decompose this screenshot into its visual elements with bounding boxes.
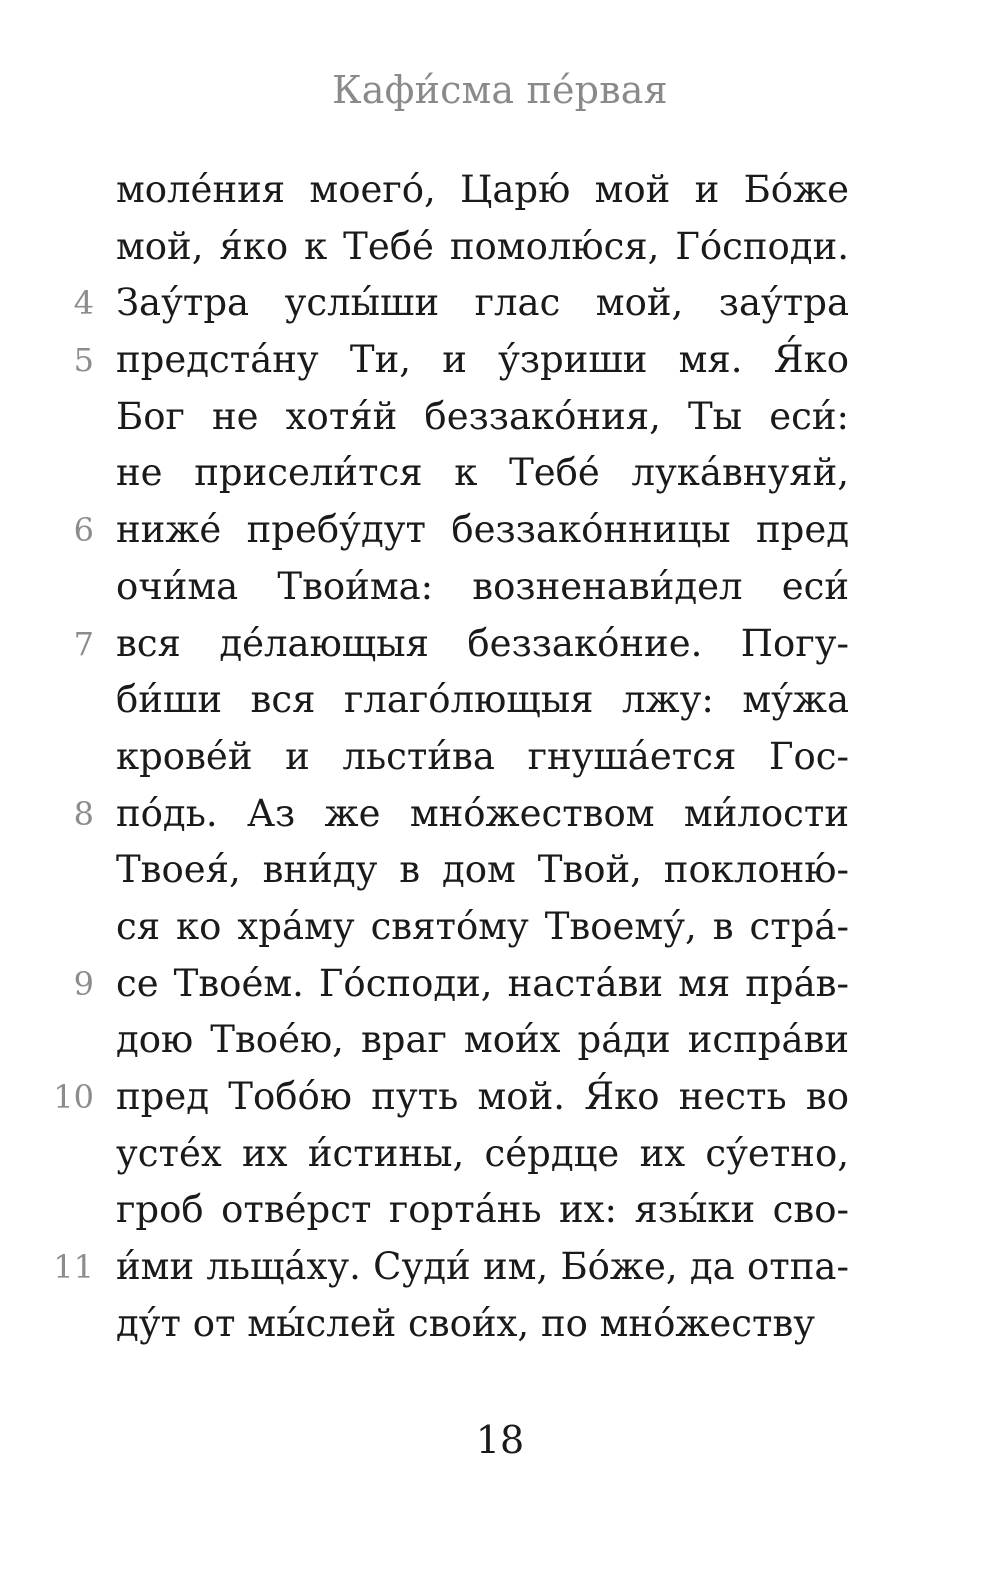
verse-number: 11 [53, 1248, 94, 1287]
text-line [40, 1182, 860, 1239]
line-text: моле́ния моего́, Царю́ мой и Бо́же [116, 168, 849, 211]
text-line [40, 842, 860, 899]
line-text: ду́т от мы́слей свои́х, по мно́жеству [116, 1301, 816, 1345]
verse-number: 5 [73, 341, 94, 380]
line-text: Бог не хотя́й беззако́ния, Ты еси́: [116, 394, 849, 438]
text-line [40, 786, 860, 843]
text-line [40, 275, 860, 332]
verse-number: 4 [73, 284, 94, 323]
line-text: усте́х их и́стины, се́рдце их су́етно, [116, 1131, 849, 1175]
verse-number: 10 [53, 1078, 94, 1116]
line-text: пред Тобо́ю путь мой. Я́ко несть во [116, 1075, 849, 1118]
text-line [40, 672, 860, 729]
text-line [40, 1069, 860, 1126]
line-text: дою Твое́ю, враг мои́х ра́ди испра́ви [116, 1018, 849, 1062]
line-text: се Твое́м. Го́споди, наста́ви мя пра́в- [116, 961, 849, 1005]
text-line [40, 219, 860, 276]
page-number: 18 [475, 1418, 525, 1462]
line-text: би́ши вся глаго́лющыя лжу: му́жа [116, 678, 849, 722]
text-line [40, 445, 860, 502]
text-line [40, 332, 860, 389]
line-text: не присели́тся к Тебе́ лука́внуяй, [116, 451, 849, 495]
line-text: мой, я́ко к Тебе́ помолю́ся, Го́споди. [116, 224, 849, 268]
verse-number: 6 [73, 511, 94, 550]
text-line [40, 162, 860, 219]
line-text: крове́й и льсти́ва гнуша́ется Гос- [116, 734, 849, 778]
text-line [40, 729, 860, 786]
text-line [40, 1012, 860, 1069]
text-line [40, 1296, 860, 1353]
line-text: гроб отве́рст горта́нь их: язы́ки сво- [116, 1188, 849, 1232]
text-line [40, 559, 860, 616]
line-text: по́дь. Аз же мно́жеством ми́лости [116, 791, 849, 835]
text-line [40, 1239, 860, 1296]
text-line [40, 616, 860, 673]
text-line [40, 899, 860, 956]
line-text: ся ко хра́му свято́му Твоему́, в стра́- [116, 904, 849, 948]
line-text: ниже́ пребу́дут беззако́нницы пред [116, 508, 849, 552]
psalm-text [40, 162, 860, 1352]
text-line [40, 502, 860, 559]
line-text: Твоея́, вни́ду в дом Твой, поклоню́- [116, 848, 849, 892]
verse-number: 9 [73, 964, 94, 1003]
line-text: вся де́лающыя беззако́ние. Погу- [116, 621, 849, 665]
verse-number: 8 [73, 794, 94, 833]
line-text: Зау́тра услы́ши глас мой, зау́тра [116, 281, 849, 325]
text-line [40, 956, 860, 1013]
line-text: и́ми льща́ху. Суди́ им, Бо́же, да отпа- [116, 1245, 849, 1289]
line-text: предста́ну Ти, и у́зриши мя. Я́ко [116, 338, 849, 382]
line-text: очи́ма Твои́ма: возненави́дел еси́ [116, 564, 849, 608]
text-line [40, 389, 860, 446]
verse-number: 7 [73, 624, 94, 663]
running-title: Кафи́сма пе́рвая [332, 68, 668, 112]
text-line [40, 1126, 860, 1183]
